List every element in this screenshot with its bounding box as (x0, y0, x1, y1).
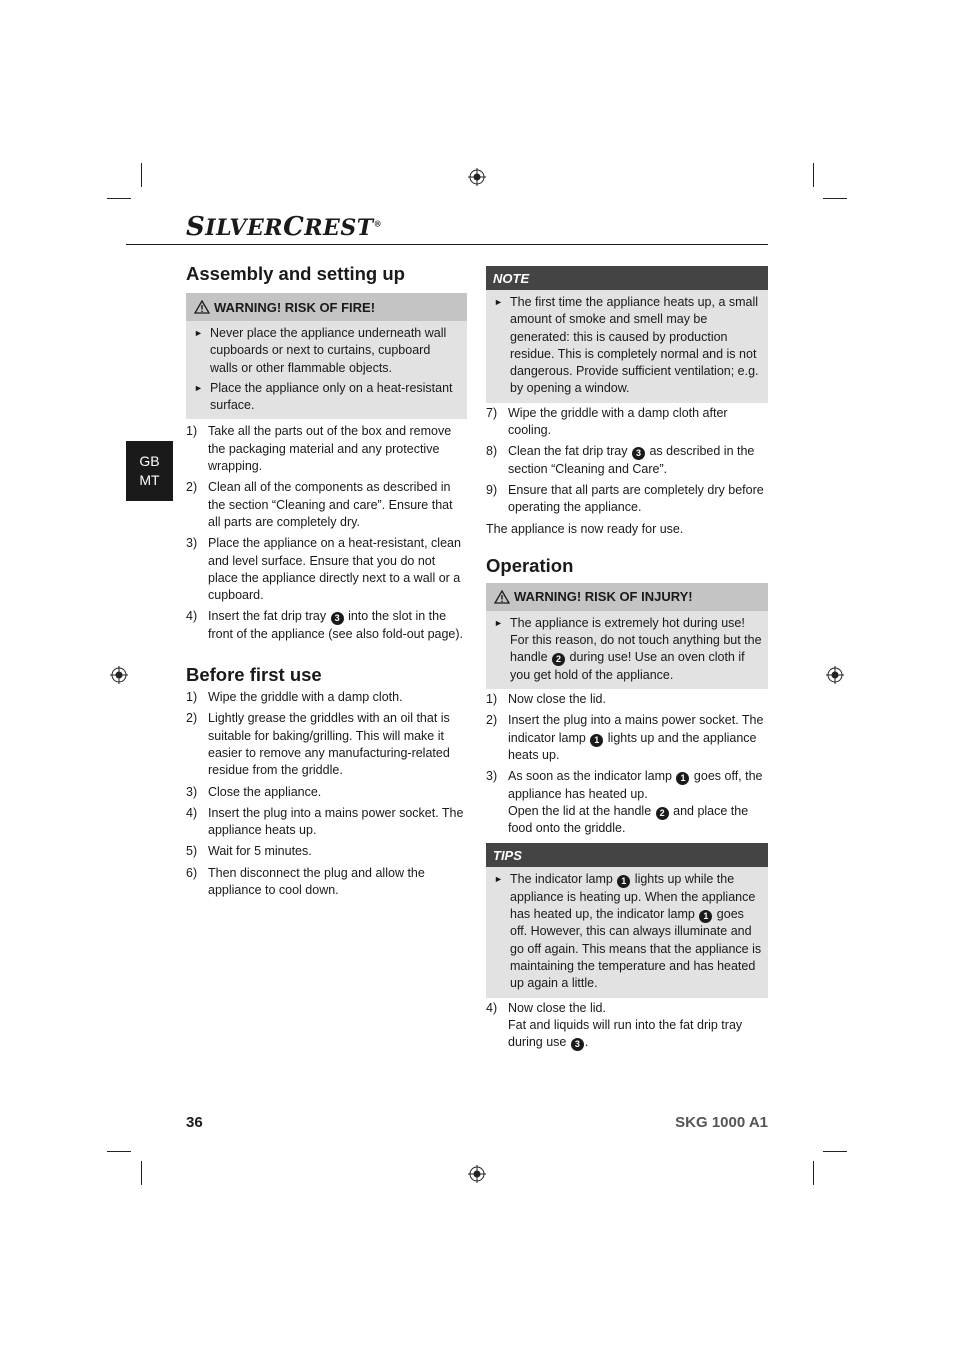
fire-warning-box (186, 293, 467, 419)
list-item: 4) Now close the lid. Fat and liquids will run into the fat drip tray during use 3 . (486, 1000, 743, 1050)
crop-mark (107, 1151, 131, 1152)
part-number-badge: 3 (632, 447, 645, 460)
part-number-badge: 2 (656, 807, 669, 820)
tips-header: TIPS (486, 843, 768, 867)
tips-box (486, 843, 768, 997)
list-item: 5) Wait for 5 minutes. (186, 844, 312, 859)
model-number: SKG 1000 A1 (675, 1114, 768, 1131)
right-column (486, 266, 768, 1051)
list-item: 3) As soon as the indicator lamp 1 goes off, the appliance has heated up. Open the lid at the handle 2 and place the food onto the griddle. (486, 769, 763, 836)
list-item: 3) Place the appliance on a heat-resistant, clean and level surface. Ensure that you do not place the appliance directly next to a wall or a cupboard. (186, 536, 461, 603)
list-item: 4) Insert the plug into a mains power socket. The appliance heats up. (186, 805, 464, 838)
list-item: 2) Clean all of the components as described in the section “Cleaning and care”. Ensure that all parts are completely dry. (186, 480, 453, 529)
registration-mark-icon (826, 666, 844, 684)
list-item: ► The indicator lamp 1 lights up while the appliance is heating up. When the appliance has heated up, the indicator lamp 1 goes off. However, this can always illuminate and go off again. This means that the appliance is maintaining the temperature and has heated up again a little. (494, 870, 762, 994)
warning-header: WARNING! RISK OF INJURY! (486, 583, 768, 611)
language-code: GB (139, 453, 160, 469)
arrow-right-icon: ► (194, 328, 203, 338)
list-item: 9) Ensure that all parts are completely dry before operating the appliance. (486, 482, 764, 515)
registration-mark-icon (110, 666, 128, 684)
list-item: 1) Wipe the griddle with a damp cloth. (186, 690, 403, 705)
section-heading-before-first-use: Before first use (186, 664, 322, 686)
arrow-right-icon: ► (494, 297, 503, 307)
list-item: 1) Take all the parts out of the box and remove the packaging material and any protective wrapping. (186, 424, 452, 474)
list-item: 3) Close the appliance. (186, 784, 322, 799)
note-body (486, 290, 768, 403)
list-item: ► The appliance is extremely hot during use! For this reason, do not touch anything but the handle 2 during use! Use an oven cloth if you get hold of the appliance. (494, 614, 762, 686)
part-number-badge: 1 (699, 910, 712, 923)
part-number-badge: 2 (552, 653, 565, 666)
list-item: ► Place the appliance only on a heat-resistant surface. (194, 379, 461, 417)
warning-header: WARNING! RISK OF FIRE! (186, 293, 467, 321)
crop-mark (141, 1161, 142, 1185)
crop-mark (141, 163, 142, 187)
list-item: 6) Then disconnect the plug and allow the appliance to cool down. (186, 865, 425, 898)
part-number-badge: 3 (331, 612, 344, 625)
list-item: 8) Clean the fat drip tray 3 as described in the section “Cleaning and Care”. (486, 444, 755, 476)
language-tab (126, 441, 173, 501)
silvercrest-logo: SILVERCREST® (186, 212, 383, 242)
note-header: NOTE (486, 266, 768, 290)
note-box (486, 266, 768, 403)
section-heading-assembly: Assembly and setting up (186, 263, 405, 284)
page-number: 36 (186, 1114, 203, 1131)
part-number-badge: 1 (590, 734, 603, 747)
part-number-badge: 1 (676, 772, 689, 785)
list-item: 1) Now close the lid. (486, 692, 606, 707)
arrow-right-icon: ► (194, 382, 203, 393)
language-code: MT (139, 472, 160, 488)
registration-mark-icon (468, 168, 486, 186)
list-item: 4) Insert the fat drip tray 3 into the slot in the front of the appliance (see also fold-out page). (186, 609, 464, 641)
warning-body (186, 321, 467, 419)
tips-body (486, 867, 768, 997)
crop-mark (823, 1151, 847, 1152)
list-item: ► The first time the appliance heats up, a small amount of smoke and smell may be generated: this is caused by production residue. This is completely normal and is not dangerous. Provide sufficient ventilation; e.g. by opening a window. (494, 293, 762, 400)
warning-body (486, 611, 768, 689)
injury-warning-box (486, 583, 768, 689)
warning-triangle-icon (494, 590, 510, 604)
arrow-right-icon: ► (494, 617, 503, 628)
crop-mark (823, 198, 847, 199)
header-rule (126, 244, 768, 245)
crop-mark (813, 163, 814, 187)
left-column (186, 262, 467, 899)
part-number-badge: 1 (617, 875, 630, 888)
part-number-badge: 3 (571, 1038, 584, 1051)
list-item: 2) Lightly grease the griddles with an oil that is suitable for baking/grilling. This will make it easier to remove any manufacturing-related residue from the griddle. (186, 711, 450, 778)
crop-mark (107, 198, 131, 199)
list-item: 2) Insert the plug into a mains power socket. The indicator lamp 1 lights up and the appliance heats up. (486, 713, 764, 762)
list-item: 7) Wipe the griddle with a damp cloth after cooling. (486, 405, 728, 438)
warning-triangle-icon (194, 300, 210, 314)
list-item: ► Never place the appliance underneath wall cupboards or next to curtains, cupboard walls or other flammable objects. (194, 324, 461, 379)
crop-mark (813, 1161, 814, 1185)
section-heading-operation: Operation (486, 554, 574, 576)
arrow-right-icon: ► (494, 874, 503, 885)
registration-mark-icon (468, 1165, 486, 1183)
ready-text: The appliance is now ready for use. (486, 521, 684, 536)
